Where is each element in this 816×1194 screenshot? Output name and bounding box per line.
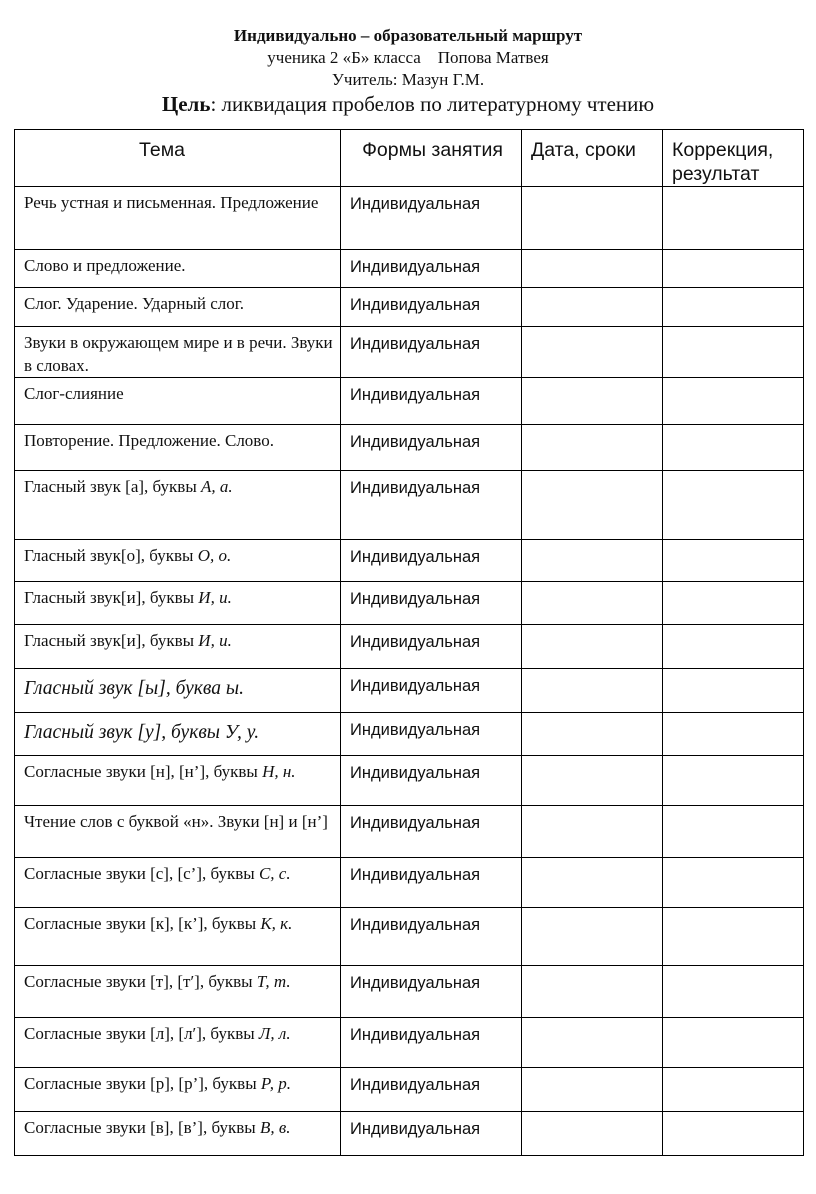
form-cell: Индивидуальная	[341, 858, 522, 908]
date-cell	[522, 471, 663, 540]
topic-cell	[15, 1068, 341, 1112]
topic-cell	[15, 756, 341, 806]
table-row	[15, 1018, 804, 1068]
topic-cell	[15, 908, 341, 966]
topic-cell	[15, 471, 341, 540]
topic-cell	[15, 250, 341, 288]
correction-cell	[663, 250, 804, 288]
topic-italic: И, и.	[198, 631, 232, 650]
topic-cell	[15, 858, 341, 908]
correction-cell	[663, 669, 804, 713]
table-row	[15, 471, 804, 540]
topic-cell	[15, 425, 341, 471]
topic-topic: Согласные звуки [т], [т′], буквы	[24, 972, 257, 991]
date-cell	[522, 908, 663, 966]
header-topic: Тема	[15, 130, 341, 187]
correction-cell	[663, 806, 804, 858]
topic-tail: ы.	[225, 678, 244, 699]
topic-italic: К, к.	[260, 914, 293, 933]
form-cell: Индивидуальная	[341, 471, 522, 540]
form-cell: Индивидуальная	[341, 250, 522, 288]
date-cell	[522, 540, 663, 582]
table-row	[15, 1068, 804, 1112]
date-cell	[522, 966, 663, 1018]
header-dates: Дата, сроки	[522, 130, 663, 187]
topic-italic: О, о.	[197, 546, 232, 565]
table-row	[15, 908, 804, 966]
correction-cell	[663, 1018, 804, 1068]
date-cell	[522, 327, 663, 378]
form-cell: Индивидуальная	[341, 908, 522, 966]
date-cell	[522, 806, 663, 858]
goal-text: : ликвидация пробелов по литературному чтению	[210, 92, 655, 116]
topic-topic: Слово и предложение.	[24, 256, 186, 275]
form-cell: Индивидуальная	[341, 187, 522, 250]
topic-italic: А, а.	[201, 477, 233, 496]
table-row	[15, 540, 804, 582]
topic-cell	[15, 540, 341, 582]
topic-italic: С, с.	[258, 864, 291, 883]
correction-cell	[663, 471, 804, 540]
table-row	[15, 713, 804, 756]
correction-cell	[663, 187, 804, 250]
topic-topic: Звуки в окружающем мире и в речи. Звуки в словах.	[24, 333, 333, 375]
table-row	[15, 327, 804, 378]
topic-cell	[15, 582, 341, 625]
topic-topic: Слог. Ударение. Ударный слог.	[24, 294, 245, 313]
form-cell: Индивидуальная	[341, 806, 522, 858]
correction-cell	[663, 756, 804, 806]
topic-topic: Гласный звук[и], буквы	[24, 631, 199, 650]
topic-topic: Согласные звуки [с], [с’], буквы	[24, 864, 259, 883]
topic-cell	[15, 966, 341, 1018]
topic-topic: Гласный звук[о], буквы	[24, 546, 198, 565]
correction-cell	[663, 582, 804, 625]
form-cell: Индивидуальная	[341, 1018, 522, 1068]
date-cell	[522, 625, 663, 669]
date-cell	[522, 713, 663, 756]
correction-cell	[663, 378, 804, 425]
table-row	[15, 378, 804, 425]
topic-topic: Согласные звуки [в], [в’], буквы	[24, 1118, 260, 1137]
date-cell	[522, 288, 663, 327]
date-cell	[522, 1018, 663, 1068]
route-table	[14, 129, 804, 1156]
topic-topic: Повторение. Предложение. Слово.	[24, 431, 274, 450]
correction-cell	[663, 1112, 804, 1156]
date-cell	[522, 250, 663, 288]
topic-cell	[15, 713, 341, 756]
topic-topic: Согласные звуки [р], [р’], буквы	[24, 1074, 261, 1093]
form-cell: Индивидуальная	[341, 425, 522, 471]
correction-cell	[663, 1068, 804, 1112]
table-row	[15, 669, 804, 713]
date-cell	[522, 1112, 663, 1156]
topic-topic: Речь устная и письменная. Предложение	[24, 193, 319, 212]
form-cell: Индивидуальная	[341, 1112, 522, 1156]
form-cell: Индивидуальная	[341, 669, 522, 713]
correction-cell	[663, 966, 804, 1018]
date-cell	[522, 858, 663, 908]
table-row	[15, 582, 804, 625]
correction-cell	[663, 858, 804, 908]
table-row	[15, 625, 804, 669]
topic-italic: Н, н.	[262, 762, 296, 781]
date-cell	[522, 378, 663, 425]
correction-cell	[663, 625, 804, 669]
correction-cell	[663, 908, 804, 966]
topic-italic: В, в.	[259, 1118, 291, 1137]
topic-italic: И, и.	[198, 588, 232, 607]
topic-topic: Согласные звуки [н], [н’], буквы	[24, 762, 263, 781]
date-cell	[522, 1068, 663, 1112]
form-cell: Индивидуальная	[341, 540, 522, 582]
date-cell	[522, 425, 663, 471]
student-line: ученика 2 «Б» класса Попова Матвея	[267, 48, 549, 67]
date-cell	[522, 756, 663, 806]
topic-cell	[15, 1018, 341, 1068]
goal-label: Цель	[161, 92, 211, 116]
header-correction: Коррекция, результат	[663, 130, 804, 187]
topic-cell	[15, 1112, 341, 1156]
table-row	[15, 1112, 804, 1156]
correction-cell	[663, 713, 804, 756]
topic-italic: Л, л.	[258, 1024, 291, 1043]
form-cell: Индивидуальная	[341, 288, 522, 327]
topic-topic: Согласные звуки [л], [л′], буквы	[24, 1024, 259, 1043]
date-cell	[522, 582, 663, 625]
topic-italic: Гласный звук [ы], буква	[24, 678, 226, 699]
topic-topic: Гласный звук[и], буквы	[24, 588, 199, 607]
form-cell: Индивидуальная	[341, 1068, 522, 1112]
topic-cell	[15, 378, 341, 425]
topic-topic: Чтение слов с буквой «н». Звуки [н] и [н’]	[24, 812, 328, 831]
topic-topic: Слог-слияние	[24, 384, 124, 403]
topic-topic: Гласный звук [а], буквы	[24, 477, 201, 496]
topic-italic: Гласный звук [у], буквы У, у.	[24, 722, 260, 743]
table-row	[15, 858, 804, 908]
table-row	[15, 250, 804, 288]
form-cell: Индивидуальная	[341, 756, 522, 806]
form-cell: Индивидуальная	[341, 966, 522, 1018]
table-row	[15, 806, 804, 858]
form-cell: Индивидуальная	[341, 582, 522, 625]
teacher-line: Учитель: Мазун Г.М.	[331, 70, 485, 89]
document-title: Индивидуально – образовательный маршрут	[233, 26, 583, 45]
correction-cell	[663, 288, 804, 327]
topic-cell	[15, 669, 341, 713]
topic-cell	[15, 187, 341, 250]
topic-cell	[15, 806, 341, 858]
date-cell	[522, 669, 663, 713]
correction-cell	[663, 425, 804, 471]
table-header-row	[15, 130, 804, 187]
header-forms: Формы занятия	[341, 130, 522, 187]
table-row	[15, 966, 804, 1018]
correction-cell	[663, 540, 804, 582]
form-cell: Индивидуальная	[341, 625, 522, 669]
form-cell: Индивидуальная	[341, 378, 522, 425]
table-row	[15, 425, 804, 471]
topic-cell	[15, 327, 341, 378]
table-row	[15, 288, 804, 327]
table-row	[15, 187, 804, 250]
form-cell: Индивидуальная	[341, 713, 522, 756]
topic-topic: Согласные звуки [к], [к’], буквы	[24, 914, 261, 933]
form-cell: Индивидуальная	[341, 327, 522, 378]
table-row	[15, 756, 804, 806]
topic-italic: Р, р.	[260, 1074, 292, 1093]
correction-cell	[663, 327, 804, 378]
topic-cell	[15, 288, 341, 327]
goal-line	[0, 92, 816, 117]
topic-italic: Т, т.	[256, 972, 291, 991]
topic-cell	[15, 625, 341, 669]
date-cell	[522, 187, 663, 250]
